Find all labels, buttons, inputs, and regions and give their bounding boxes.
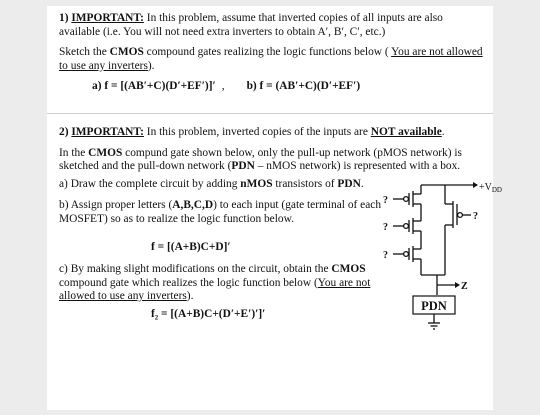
q2-not-available: NOT available: [370, 126, 442, 138]
q1-function-b: b) f = (AB′+C)(D′+EF′): [246, 80, 361, 93]
q2-b-post: ) to each input (gate terminal of each MOSFET) so as to realize the logic function below.: [59, 199, 382, 225]
q2-intro-text: In this problem, inverted copies of the inputs are: [146, 126, 368, 138]
q2-description: [59, 147, 483, 174]
q1-sketch-text: Sketch the: [59, 46, 107, 59]
q2-a-nmos: nMOS: [240, 178, 273, 190]
p1-gate-label: ?: [383, 195, 388, 206]
q1-functions: [59, 80, 483, 92]
q2-c-no-inverters: You are not allowed to use any inverters: [59, 276, 371, 303]
q1-sketch-rest: compound gates realizing the logic functions below (: [146, 46, 389, 59]
q2-function-f2: f₂ = [(A+B)C+(D′+E′)′]′: [151, 308, 266, 320]
q2-c-post: ).: [186, 290, 194, 303]
p4-gate-bubble: [458, 213, 463, 218]
q1-close: ).: [147, 59, 155, 72]
vdd-label: $+V_{DD}$: [479, 182, 502, 194]
q2-b-pre: b) Assign proper letters (: [59, 199, 173, 211]
vdd-arrow-icon: [473, 182, 478, 188]
document-page: [47, 6, 502, 410]
p3-gate-bubble: [404, 252, 409, 257]
q2-c-cmos: CMOS: [331, 263, 366, 275]
q2-part-c: [59, 263, 381, 304]
q1-number: 1): [59, 12, 69, 24]
output-z-label: Z: [461, 281, 468, 292]
q2-a-pre: a) Draw the complete circuit by adding: [59, 178, 238, 190]
q2-part-a: [59, 178, 381, 192]
q2-cmos: CMOS: [88, 146, 123, 159]
q2-desc-mid: compund gate shown below, only the pull-up network (pMOS network) is sketched and the pull-down network (: [59, 146, 462, 173]
q2-important: IMPORTANT:: [71, 126, 144, 138]
output-arrow-icon: [455, 282, 460, 288]
question-1: [59, 12, 483, 92]
q1-important: IMPORTANT:: [71, 12, 144, 24]
q1-function-a: a) f = [(AB′+C)(D′+EF′)]′: [92, 80, 216, 93]
q1-no-inverters: You are not allowed to use any inverters: [59, 46, 483, 72]
question-2-header: [59, 126, 483, 174]
q2-c-pre: c) By making slight modifications on the circuit, obtain the: [59, 263, 329, 275]
p2-gate-bubble: [404, 224, 409, 229]
q2-desc-post: – nMOS network) is represented with a box.: [257, 160, 461, 173]
q2-pdn: PDN: [231, 160, 255, 173]
q1-sep: ,: [221, 80, 225, 93]
section-divider: [47, 113, 493, 114]
p4-gate-label: ?: [473, 211, 478, 222]
q2-desc-pre: In the: [59, 146, 86, 159]
q2-c-mid: compound gate which realizes the logic function below (: [59, 276, 318, 289]
q1-intro: [59, 12, 483, 39]
q2-a-pdn: PDN: [337, 178, 361, 190]
q1-intro-text: In this problem, assume that inverted copies of all inputs are also available (i.e. You will not need extra inverters to obtain A′, B′, C′, etc.): [59, 12, 443, 38]
q2-intro: [59, 126, 483, 140]
ground-icon: [428, 323, 440, 329]
q1-cmos: CMOS: [109, 46, 144, 59]
q2-function-f: f = [(A+B)C+D]′: [151, 241, 231, 253]
cmos-circuit-diagram: [367, 171, 502, 336]
q2-a-post: .: [360, 178, 364, 190]
q2-a-mid: transistors of: [275, 178, 335, 190]
q2-part-b: [59, 199, 381, 226]
p3-gate-label: ?: [383, 250, 388, 261]
p2-gate-label: ?: [383, 222, 388, 233]
q2-number: 2): [59, 126, 69, 138]
pdn-box-label: PDN: [421, 299, 447, 313]
p1-gate-bubble: [404, 197, 409, 202]
q2-b-letters: A,B,C,D: [172, 199, 214, 211]
q2-intro-post: .: [441, 126, 445, 138]
q1-sketch: [59, 46, 483, 73]
